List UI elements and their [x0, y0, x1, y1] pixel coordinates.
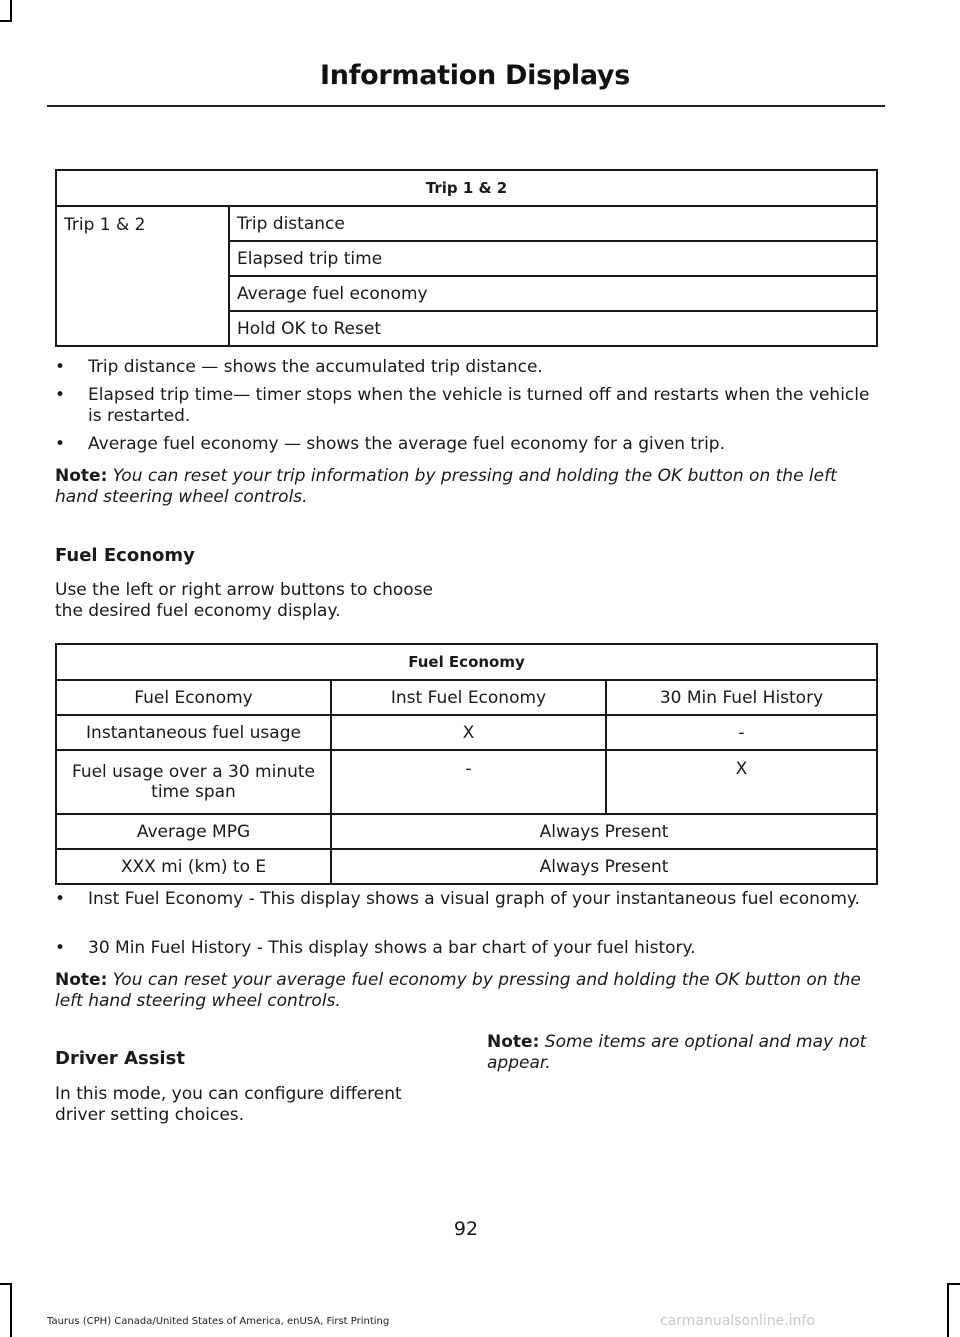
- fuel-table-header: Inst Fuel Economy: [331, 680, 606, 715]
- bullet-text: Inst Fuel Economy - This display shows a visual graph of your instantaneous fuel economy.: [88, 889, 860, 909]
- bullet-glyph: •: [55, 889, 66, 909]
- table-cell: Always Present: [331, 814, 877, 849]
- bullet-glyph: •: [55, 357, 66, 377]
- crop-mark: [10, 0, 12, 22]
- trip-row-label: Trip 1 & 2: [56, 206, 229, 346]
- note-paragraph: [487, 1032, 882, 1074]
- watermark-logo: carmanualsonline.info: [660, 1313, 815, 1329]
- section-text: In this mode, you can configure different driver setting choices.: [55, 1084, 402, 1125]
- table-cell: -: [606, 715, 877, 750]
- note-text: You can reset your average fuel economy by pressing and holding the OK button on the left hand steering wheel controls.: [55, 970, 861, 1011]
- list-item: [55, 938, 878, 959]
- bullet-glyph: •: [55, 938, 66, 958]
- table-cell: Instantaneous fuel usage: [56, 715, 331, 750]
- trip-item: Trip distance: [229, 206, 877, 241]
- header-divider: [47, 105, 885, 107]
- page-number: 92: [453, 1218, 479, 1240]
- note-label: Note:: [487, 1032, 540, 1052]
- section-heading: Fuel Economy: [55, 545, 195, 566]
- crop-mark: [947, 1283, 949, 1337]
- page-title: Information Displays: [320, 60, 630, 91]
- note-text: You can reset your trip information by pressing and holding the OK button on the left hand steering wheel controls.: [55, 466, 837, 507]
- table-cell: X: [606, 750, 877, 814]
- table-cell: Fuel usage over a 30 minute time span: [56, 750, 331, 814]
- list-item: [55, 434, 878, 455]
- table-cell: XXX mi (km) to E: [56, 849, 331, 884]
- list-item: [55, 357, 878, 378]
- table-cell: Always Present: [331, 849, 877, 884]
- table-cell: -: [331, 750, 606, 814]
- crop-mark: [10, 1283, 12, 1337]
- fuel-table-header: Fuel Economy: [56, 680, 331, 715]
- list-item: [55, 385, 878, 427]
- bullet-glyph: •: [55, 434, 66, 454]
- bullet-glyph: •: [55, 385, 66, 405]
- crop-mark: [0, 20, 12, 22]
- fuel-economy-table: [55, 643, 878, 885]
- list-item: [55, 889, 878, 910]
- footer-text: Taurus (CPH) Canada/United States of America, enUSA, First Printing: [47, 1316, 390, 1327]
- bullet-text: Trip distance — shows the accumulated trip distance.: [88, 357, 543, 377]
- note-text: Some items are optional and may not appear.: [487, 1032, 867, 1073]
- section-heading: Driver Assist: [55, 1048, 185, 1069]
- trip-table-title: Trip 1 & 2: [56, 170, 877, 206]
- bullet-text: Elapsed trip time— timer stops when the vehicle is turned off and restarts when the vehicle is restarted.: [88, 385, 870, 426]
- trip-table: [55, 169, 878, 347]
- fuel-table-title: Fuel Economy: [56, 644, 877, 680]
- note-paragraph: [55, 466, 883, 508]
- table-cell: X: [331, 715, 606, 750]
- bullet-text: 30 Min Fuel History - This display shows a bar chart of your fuel history.: [88, 938, 696, 958]
- note-paragraph: [55, 970, 883, 1012]
- crop-mark: [947, 1283, 960, 1285]
- note-label: Note:: [55, 970, 108, 990]
- trip-item: Average fuel economy: [229, 276, 877, 311]
- table-cell: Average MPG: [56, 814, 331, 849]
- section-intro: Use the left or right arrow buttons to choose the desired fuel economy display.: [55, 580, 434, 621]
- trip-item: Elapsed trip time: [229, 241, 877, 276]
- bullet-text: Average fuel economy — shows the average fuel economy for a given trip.: [88, 434, 726, 454]
- crop-mark: [0, 1283, 12, 1285]
- fuel-table-header: 30 Min Fuel History: [606, 680, 877, 715]
- note-label: Note:: [55, 466, 108, 486]
- trip-item: Hold OK to Reset: [229, 311, 877, 346]
